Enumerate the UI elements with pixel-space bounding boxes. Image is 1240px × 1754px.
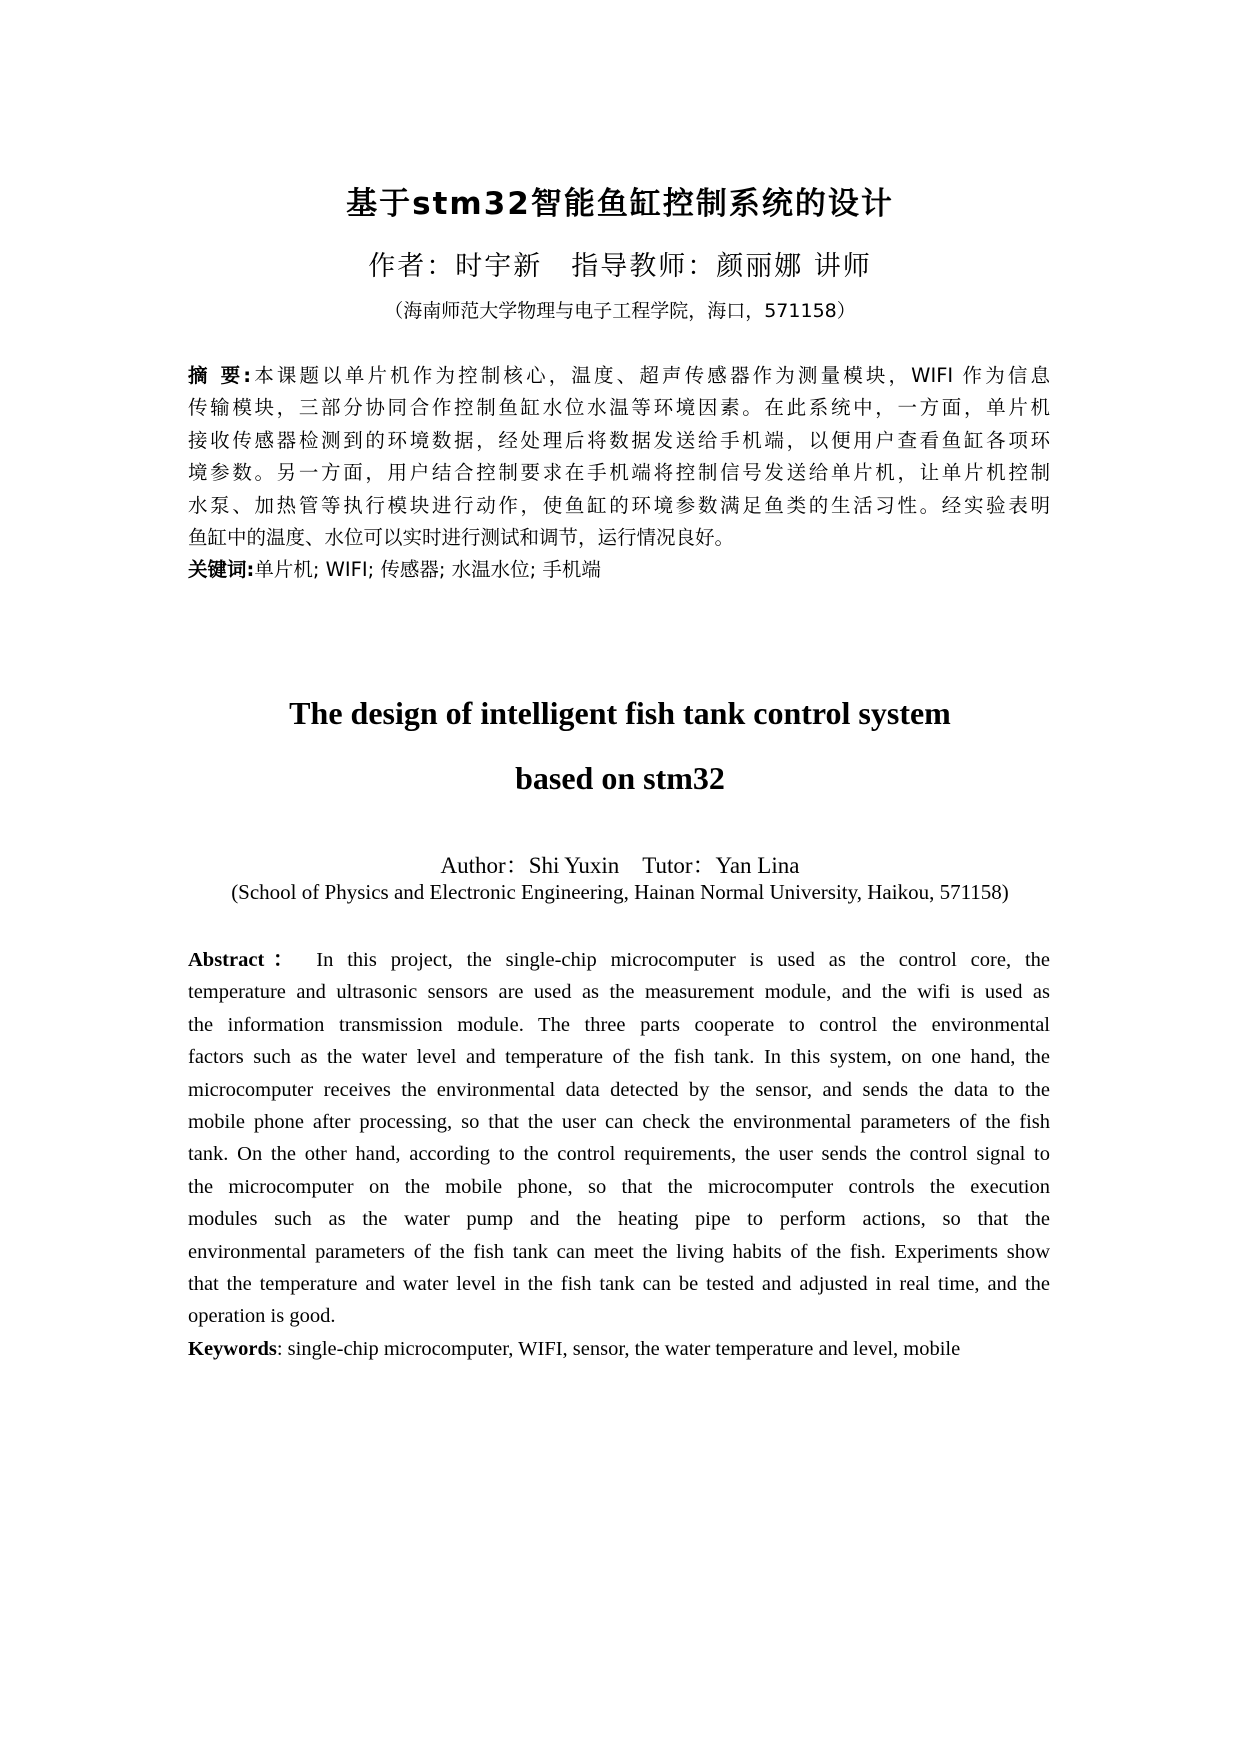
abstract-line: 境参数。另一方面，用户结合控制要求在手机端将控制信号发送给单片机，让单片机控制 [188,461,1050,485]
abstract-line: modules such as the water pump and the heating pipe to perform actions, so that the [188,1208,1050,1231]
abstract-line: temperature and ultrasonic sensors are used as the measurement module, and the wifi is used as [188,981,1050,1004]
english-keywords: Keywords: single-chip microcomputer, WIFI, sensor, the water temperature and level, mobile [188,1337,961,1360]
chinese-abstract [188,360,1050,587]
keywords-label: 关键词: [188,558,255,582]
abstract-label: Abstract： [188,949,303,971]
english-abstract [188,944,1050,1365]
abstract-line: 接收传感器检测到的环境数据，经处理后将数据发送给手机端，以便用户查看鱼缸各项环 [188,428,1050,452]
abstract-line: mobile phone after processing, so that the user can check the environmental parameters of the fish [188,1111,1050,1134]
abstract-line: 传输模块，三部分协同合作控制鱼缸水位水温等环境因素。在此系统中，一方面，单片机 [188,396,1050,420]
abstract-line: factors such as the water level and temperature of the fish tank. In this system, on one hand, the [188,1046,1050,1069]
chinese-authors: 作者：时宇新 指导教师：颜丽娜 讲师 [368,251,872,282]
english-authors: Author：Shi Yuxin Tutor：Yan Lina [440,853,800,878]
english-title-line2: based on stm32 [515,760,725,796]
abstract-line: microcomputer receives the environmental data detected by the sensor, and sends the data to the [188,1078,1050,1101]
abstract-line: 摘 要:本课题以单片机作为控制核心，温度、超声传感器作为测量模块，WIFI 作为信息 [188,364,1051,387]
keywords-label: Keywords [188,1337,277,1360]
abstract-line: the microcomputer on the mobile phone, so that the microcomputer controls the execution [188,1175,1050,1198]
abstract-line: operation is good. [188,1305,336,1328]
abstract-line: Abstract： In this project, the single-chip microcomputer is used as the control core, the [188,949,1051,971]
abstract-line: environmental parameters of the fish tank can meet the living habits of the fish. Experiments show [188,1240,1050,1263]
abstract-line: that the temperature and water level in the fish tank can be tested and adjusted in real time, and the [188,1273,1050,1296]
abstract-line: the information transmission module. The three parts cooperate to control the environmental [188,1013,1050,1036]
chinese-affiliation: （海南师范大学物理与电子工程学院，海口，571158） [384,300,856,322]
abstract-line: 鱼缸中的温度、水位可以实时进行测试和调节，运行情况良好。 [188,526,735,550]
chinese-title: 基于stm32智能鱼缸控制系统的设计 [346,186,894,222]
english-affiliation: (School of Physics and Electronic Engineering, Hainan Normal University, Haikou, 571158) [231,880,1009,904]
chinese-keywords: 关键词:单片机; WIFI; 传感器; 水温水位; 手机端 [188,558,601,582]
english-title-line1: The design of intelligent fish tank control system [289,695,951,731]
abstract-label: 摘 要: [188,364,252,387]
abstract-line: 水泵、加热管等执行模块进行动作，使鱼缸的环境参数满足鱼类的生活习性。经实验表明 [188,493,1050,517]
abstract-line: tank. On the other hand, according to the control requirements, the user sends the control signal to [188,1143,1050,1166]
